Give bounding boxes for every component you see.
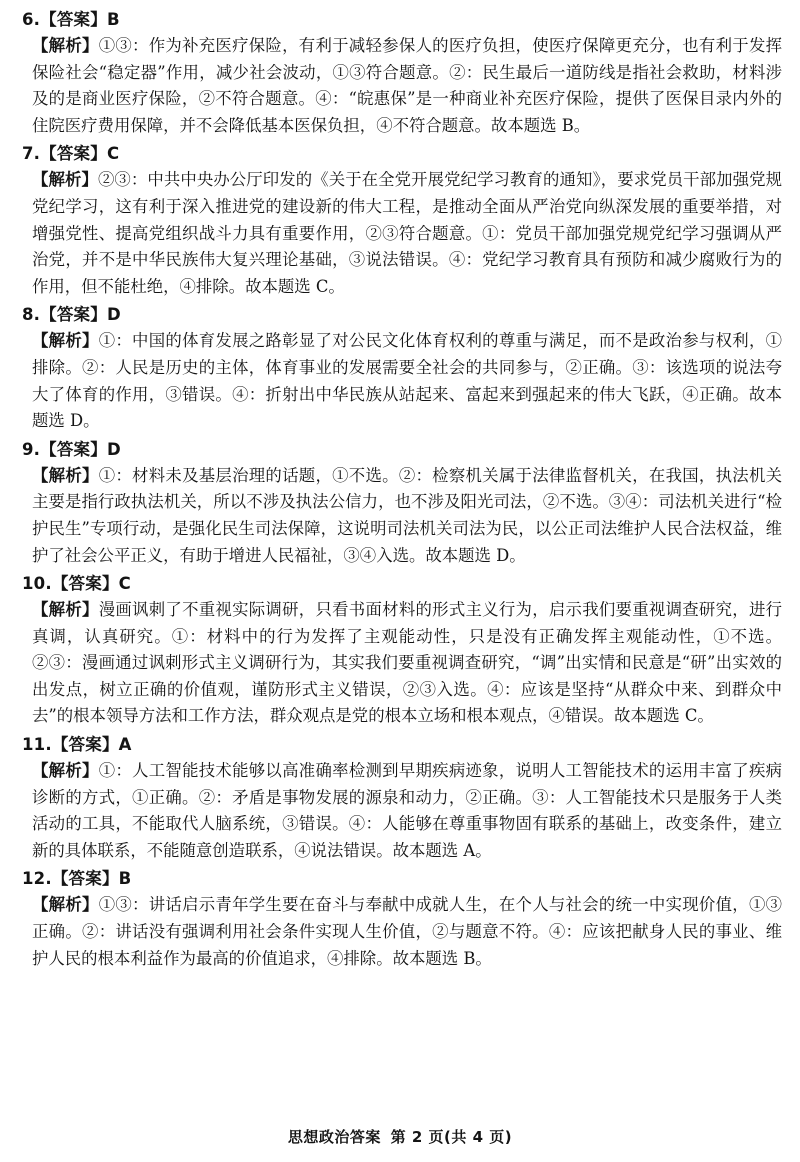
- analysis-tag: 【解析】: [32, 331, 99, 351]
- analysis-text: ①③：作为补充医疗保险，有利于减轻参保人的医疗负担，使医疗保障更充分，也有利于发挥保险社会“稳定器”作用，减少社会波动，①③符合题意。②：民生最后一道防线是指社会救助，材料涉及的是商业医疗保险，②不符合题意。④：“皖惠保”是一种商业补充医疗保险，提供了医保目录内外的住院医疗费用保障，并不会降低基本医保负担，④不符合题意。故本题选 B。: [32, 36, 783, 135]
- analysis-paragraph: [22, 463, 782, 569]
- analysis-text: ①：人工智能技术能够以高准确率检测到早期疾病迹象，说明人工智能技术的运用丰富了疾病诊断的方式，①正确。②：矛盾是事物发展的源泉和动力，②正确。③：人工智能技术只是服务于人类活动的工具，不能取代人脑系统，③错误。④：人能够在尊重事物固有联系的基础上，改变条件，建立新的具体联系，不能随意创造联系，④说法错误。故本题选 A。: [32, 761, 783, 860]
- analysis-paragraph: [22, 328, 782, 434]
- question-8: [22, 301, 782, 434]
- question-10: [22, 570, 782, 730]
- answer-key-page: [22, 6, 782, 973]
- answer-tag: 【答案】: [40, 439, 107, 459]
- answer-choice: C: [118, 574, 131, 594]
- analysis-tag: 【解析】: [32, 170, 98, 190]
- question-9: [22, 436, 782, 569]
- answer-choice: C: [106, 144, 120, 164]
- answer-line: [22, 140, 782, 167]
- analysis-paragraph: [22, 33, 782, 139]
- analysis-tag: 【解析】: [32, 36, 99, 55]
- analysis-text: ①③：讲话启示青年学生要在奋斗与奉献中成就人生，在个人与社会的统一中实现价值，①③正确。②：讲话没有强调利用社会条件实现人生价值，②与题意不符。④：应该把献身人民的事业、维护人民的根本利益作为最高的价值追求，④排除。故本题选 B。: [32, 895, 783, 968]
- question-number: 8.: [22, 305, 41, 325]
- analysis-paragraph: [22, 892, 782, 972]
- analysis-tag: 【解析】: [32, 465, 99, 485]
- analysis-tag: 【解析】: [32, 761, 99, 781]
- answer-tag: 【答案】: [51, 735, 119, 755]
- analysis-text: 漫画讽刺了不重视实际调研，只看书面材料的形式主义行为，启示我们要重视调查研究，进行真调，认真研究。①：材料中的行为发挥了主观能动性，只是没有正确发挥主观能动性，①不选。②③：漫画通过讽刺形式主义调研行为，其实我们要重视调查研究，“调”出实情和民意是“研”出实效的出发点，树立正确的价值观，谨防形式主义错误，②③入选。④：应该是坚持“从群众中来、到群众中去”的根本领导方法和工作方法，群众观点是党的根本立场和根本观点，④错误。故本题选 C。: [32, 600, 783, 726]
- answer-tag: 【答案】: [40, 305, 107, 325]
- answer-tag: 【答案】: [40, 10, 107, 29]
- answer-choice: D: [106, 439, 121, 459]
- answer-line: [22, 865, 782, 892]
- footer-subject: 思想政治答案: [287, 1128, 381, 1146]
- analysis-text: ②③：中共中央办公厅印发的《关于在全党开展党纪学习教育的通知》，要求党员干部加强党规党纪学习，这有利于深入推进党的建设新的伟大工程，是推动全面从严治党向纵深发展的重要举措，对增强党性、提高党组织战斗力具有重要作用，②③符合题意。①：党员干部加强党规党纪学习强调从严治党，并不是中华民族伟大复兴理论基础，③说法错误。④：党纪学习教育具有预防和减少腐败行为的作用，但不能杜绝，④排除。故本题选 C。: [32, 170, 782, 296]
- answer-line: [22, 570, 782, 597]
- answer-line: [22, 301, 782, 328]
- answer-choice: B: [118, 869, 132, 889]
- analysis-paragraph: [22, 167, 782, 300]
- analysis-tag: 【解析】: [32, 600, 99, 620]
- answer-choice: A: [118, 735, 132, 755]
- analysis-tag: 【解析】: [32, 895, 99, 915]
- question-12: [22, 865, 782, 972]
- question-7: [22, 140, 782, 300]
- question-number: 12.: [22, 869, 52, 889]
- answer-choice: D: [106, 305, 121, 325]
- analysis-text: ①：中国的体育发展之路彰显了对公民文化体育权利的尊重与满足，而不是政治参与权利，①排除。②：人民是历史的主体，体育事业的发展需要全社会的共同参与，②正确。③：该选项的说法夸大了体育的作用，③错误。④：折射出中华民族从站起来、富起来到强起来的伟大飞跃，④正确。故本题选 D。: [32, 331, 783, 431]
- answer-tag: 【答案】: [51, 574, 119, 594]
- footer-page-number: 第 2 页(共 4 页): [390, 1128, 513, 1146]
- answer-line: [22, 6, 782, 33]
- answer-line: [22, 731, 782, 758]
- analysis-paragraph: [22, 597, 782, 730]
- question-number: 6.: [22, 10, 41, 29]
- page-footer: [0, 1126, 800, 1147]
- analysis-paragraph: [22, 758, 782, 864]
- question-number: 9.: [22, 439, 41, 459]
- question-number: 7.: [22, 144, 41, 164]
- question-6: [22, 6, 782, 139]
- question-number: 11.: [22, 735, 52, 755]
- answer-tag: 【答案】: [51, 869, 119, 889]
- question-11: [22, 731, 782, 864]
- analysis-text: ①：材料未及基层治理的话题，①不选。②：检察机关属于法律监督机关，在我国，执法机关主要是指行政执法机关，所以不涉及执法公信力，也不涉及阳光司法，②不选。③④：司法机关进行“检护民生”专项行动，是强化民生司法保障，这说明司法机关司法为民，以公正司法维护人民合法权益，维护了社会公平正义，有助于增进人民福祉，③④入选。故本题选 D。: [32, 465, 783, 565]
- answer-choice: B: [106, 10, 120, 29]
- question-number: 10.: [22, 574, 52, 594]
- answer-line: [22, 436, 782, 463]
- answer-tag: 【答案】: [40, 144, 107, 164]
